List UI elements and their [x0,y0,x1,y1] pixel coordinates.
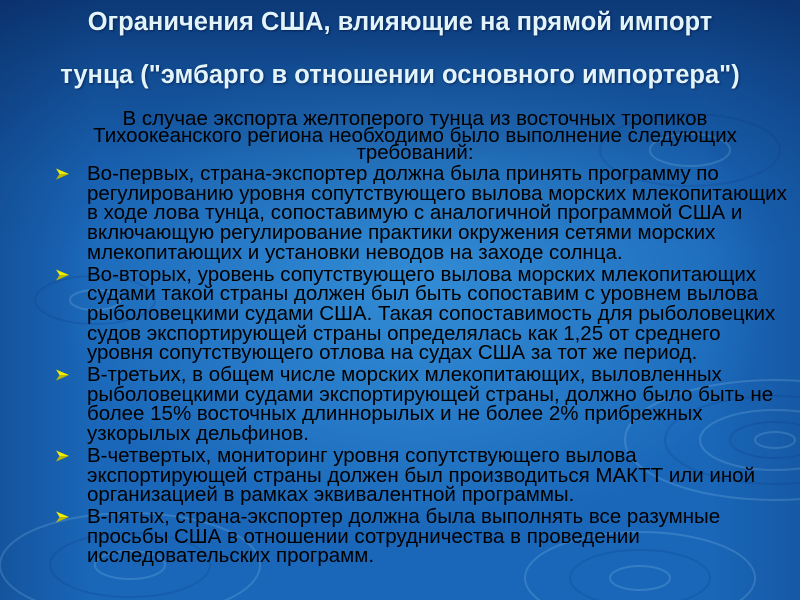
bullet-line: более 15% восточных длиннорылых и не более 2% прибрежных [87,402,703,426]
bullet-line: рыболовецкими судами экспортирующей страны, должно было быть не [87,382,774,406]
bullet-line: в ходе лова тунца, сопоставимую с аналогичной программой США и [87,201,743,225]
arrow-bullet-icon [56,511,69,523]
intro-line: Тихоокеанского региона необходимо было выполнение следующих [93,124,737,147]
intro-paragraph [60,107,770,164]
requirements-list [55,164,790,568]
bullet-text [87,504,790,568]
bullet-line: организацией в рамках эквивалентной программы. [87,483,575,507]
bullet-line: рыболовецкими судами США. Такая сопоставимость для рыболовецких [87,301,776,325]
bullet-text [87,365,790,444]
bullet-text [87,443,790,507]
bullet-item [55,443,790,507]
bullet-line: В-четвертых, мониторинг уровня сопутствующего вылова [87,443,637,467]
slide-title-line: тунца ("эмбарго в отношении основного импортера") [60,61,740,89]
bullet-line: исследовательских программ. [87,544,375,568]
bullet-line: Во-первых, страна-экспортер должна была принять программу по [87,162,719,185]
bullet-line: судов экспортирующей страны определялась как 1,25 от среднего [87,321,721,345]
bullet-text [87,262,790,365]
ripple-ring [610,566,670,590]
arrow-bullet-icon [56,369,69,381]
bullet-line: млекопитающих и установки неводов на заходе солнца. [87,240,623,264]
intro-line: требований: [356,141,474,164]
bullet-text [87,164,790,263]
bullet-line: уровня сопутствующего отлова на судах США за тот же период. [87,341,698,365]
arrow-bullet-icon [56,450,69,462]
arrow-bullet-icon [56,269,69,281]
bullet-line: В-третьих, в общем числе морских млекопитающих, выловленных [87,363,722,387]
bullet-line: судами такой страны должен был быть сопоставим с уровнем вылова [87,282,759,306]
bullet-line: включающую регулирование практики окружения сетями морских [87,221,716,245]
bullet-item [55,504,790,568]
bullet-line: узкорылых дельфинов. [87,422,309,446]
bullet-line: экспортирующей страны должен был производиться МАКТТ или иной [87,463,756,487]
arrow-bullet-icon [56,168,69,180]
intro-line: В случае экспорта желтоперого тунца из восточных тропиков [122,107,708,130]
bullet-item [55,262,790,365]
bullet-line: просьбы США в отношении сотрудничества в проведении [87,524,640,548]
bullet-item [55,164,790,263]
bullet-line: регулированию уровня сопутствующего вылова морских млекопитающих [87,181,787,205]
bullet-item [55,365,790,444]
slide-title-line: Ограничения США, влияющие на прямой импорт [87,8,713,36]
bullet-line: Во-вторых, уровень сопутствующего вылова морских млекопитающих [87,262,757,286]
bullet-line: В-пятых, страна-экспортер должна была выполнять все разумные [87,504,721,528]
